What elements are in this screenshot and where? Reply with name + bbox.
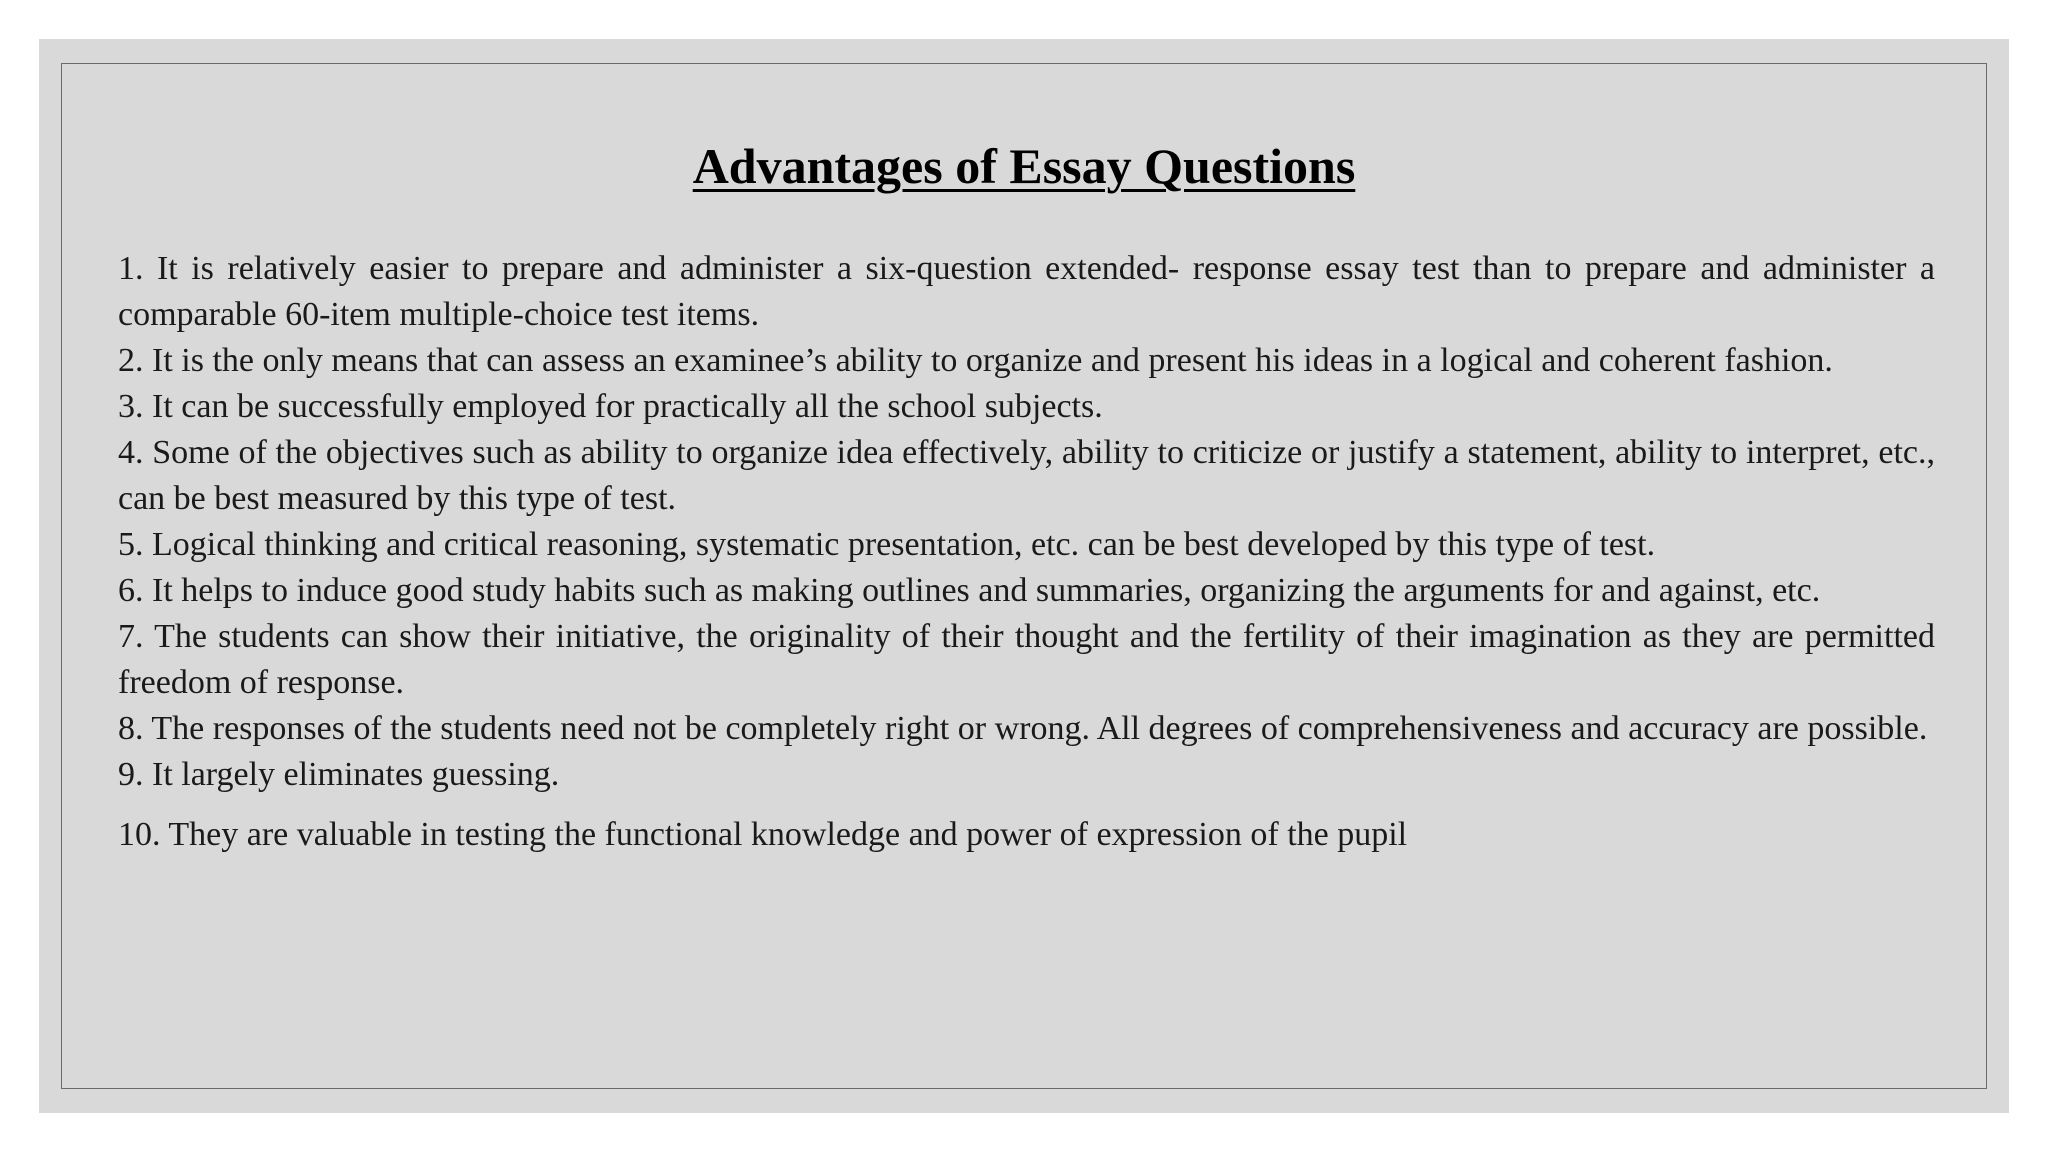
list-item: 5. Logical thinking and critical reasoning, systematic presentation, etc. can be best developed by this type of test. — [118, 526, 1656, 563]
list-item: 4. Some of the objectives such as ability to organize idea effectively, ability to criticize or justify a statement, ability to interpret, etc., can be best measured by this type of test. — [118, 434, 1935, 517]
slide-frame — [61, 63, 1987, 1089]
list-item: 3. It can be successfully employed for practically all the school subjects. — [118, 388, 1103, 425]
list-item: 6. It helps to induce good study habits such as making outlines and summaries, organizing the arguments for and against, etc. — [118, 572, 1821, 609]
advantages-list — [118, 246, 1935, 858]
list-item: 7. The students can show their initiative, the originality of their thought and the fertility of their imagination as they are permitted freedom of response. — [118, 618, 1935, 701]
slide — [39, 39, 2009, 1113]
list-item: 10. They are valuable in testing the functional knowledge and power of expression of the pupil — [118, 816, 1408, 853]
list-item: 1. It is relatively easier to prepare and administer a six-question extended- response essay test than to prepare and administer a comparable 60-item multiple-choice test items. — [118, 250, 1935, 333]
list-item: 2. It is the only means that can assess an examinee’s ability to organize and present his ideas in a logical and coherent fashion. — [118, 342, 1833, 379]
list-item: 8. The responses of the students need not be completely right or wrong. All degrees of comprehensiveness and accuracy are possible. — [118, 710, 1928, 747]
list-item: 9. It largely eliminates guessing. — [118, 756, 560, 793]
slide-title: Advantages of Essay Questions — [692, 138, 1356, 194]
